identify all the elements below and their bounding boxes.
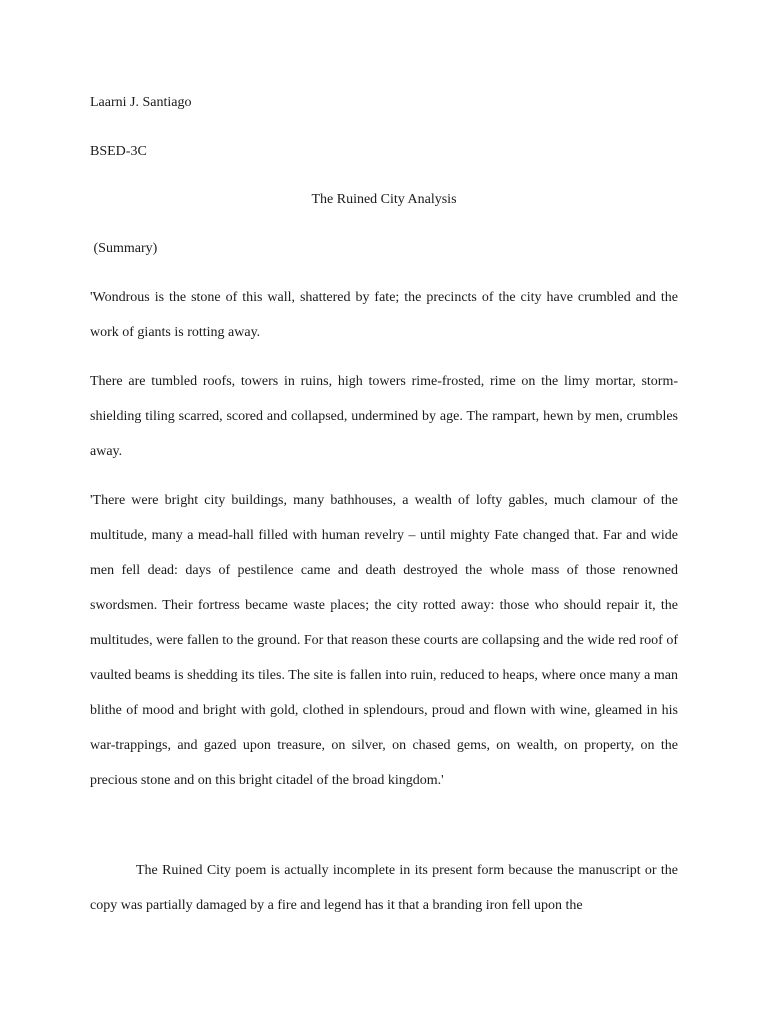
document-title: The Ruined City Analysis [311,192,457,207]
author-name: Laarni J. Santiago [90,95,192,110]
paragraph-3: 'There were bright city buildings, many bathhouses, a wealth of lofty gables, much clamour of the multitude, many a mead-hall filled with human revelry – until mighty Fate changed that. Far and wide men fell dead: days of pestilence came and death destroyed the whole mass of those renowned swordsmen. Their fortress became waste places; the city rotted away: those who should repair it, the multitudes, were fallen to the ground. For that reason these courts are collapsing and the wide red roof of vaulted beams is shedding its tiles. The site is fallen into ruin, reduced to heaps, where once many a man blithe of mood and bright with gold, clothed in splendours, proud and flown with wine, gleamed in his war-trappings, and gazed upon treasure, on silver, on chased gems, on wealth, on property, on the precious stone and on this bright citadel of the broad kingdom.' [90,493,678,788]
summary-heading: (Summary) [90,241,158,256]
paragraph-2: There are tumbled roofs, towers in ruins, high towers rime-frosted, rime on the limy mortar, storm-shielding tiling scarred, scored and collapsed, undermined by age. The rampart, hewn by men, crumbles away. [90,374,678,459]
paragraph-4: The Ruined City poem is actually incomplete in its present form because the manuscript or the copy was partially damaged by a fire and legend has it that a branding iron fell upon the [90,863,678,913]
paragraph-1: 'Wondrous is the stone of this wall, shattered by fate; the precincts of the city have crumbled and the work of giants is rotting away. [90,290,678,340]
class-section: BSED-3C [90,144,147,159]
